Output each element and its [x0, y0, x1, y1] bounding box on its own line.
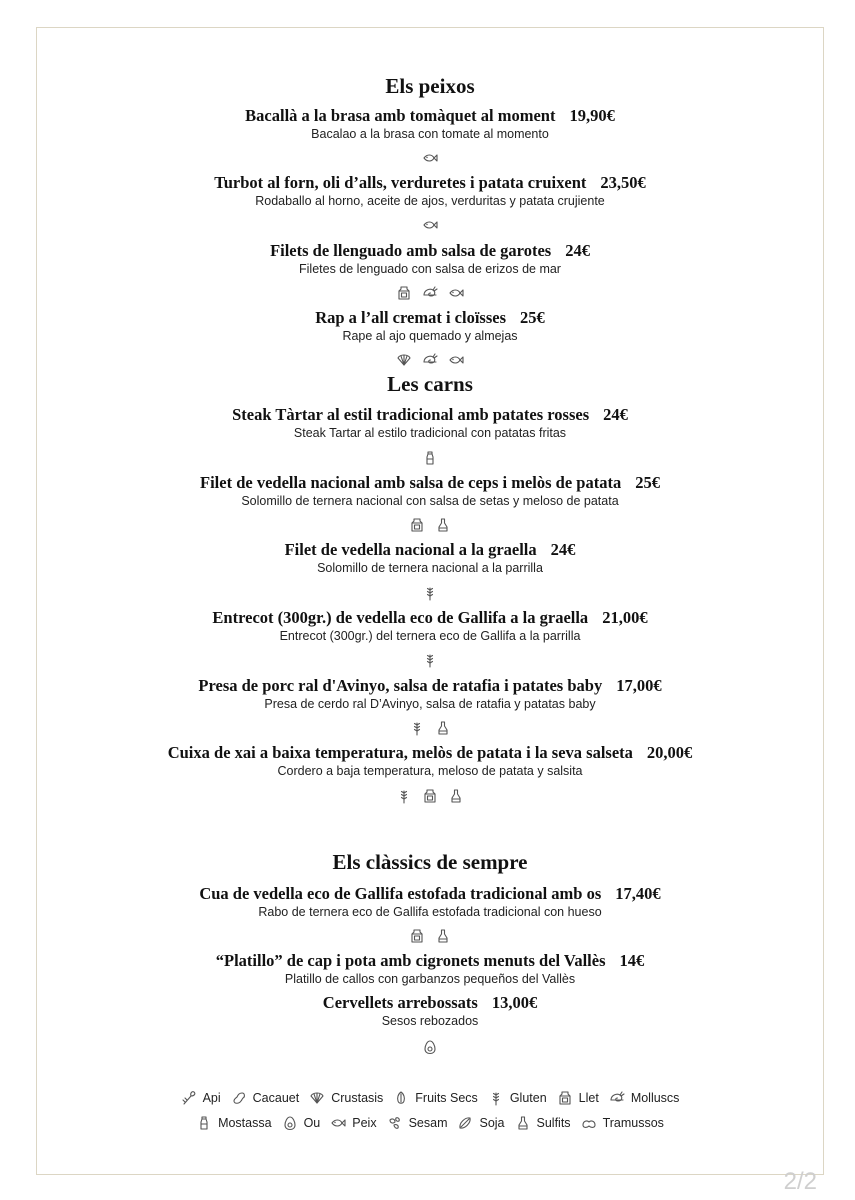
dish-price: 25€ — [635, 473, 660, 492]
dish-description: Solomillo de ternera nacional con salsa de setas y meloso de patata — [241, 494, 619, 508]
legend-label: Crustasis — [331, 1091, 384, 1105]
allergen-legend-row — [36, 1090, 824, 1106]
legend-label: Peix — [352, 1116, 377, 1130]
legend-item-sulphites — [515, 1115, 571, 1131]
gluten-icon — [396, 788, 412, 804]
dish-price: 21,00€ — [602, 608, 648, 627]
lupin-icon — [581, 1115, 597, 1131]
dish-item — [36, 676, 824, 713]
legend-item-fish — [330, 1115, 376, 1131]
mustard-icon — [422, 450, 438, 466]
dish-description: Rape al ajo quemado y almejas — [342, 329, 518, 343]
allergen-icons — [36, 450, 824, 466]
dish-price: 17,00€ — [616, 676, 662, 695]
allergen-icons — [36, 150, 824, 166]
dish-item — [36, 743, 824, 780]
dish-price: 25€ — [520, 308, 545, 327]
dish-description: Solomillo de ternera nacional a la parrilla — [317, 561, 543, 575]
legend-item-celery — [181, 1090, 221, 1106]
dish-item — [36, 173, 824, 210]
dish-description: Sesos rebozados — [381, 1014, 479, 1028]
dish-price: 17,40€ — [615, 884, 661, 903]
dish-name: Bacallà a la brasa amb tomàquet al moment — [245, 106, 556, 125]
dish-name: Steak Tàrtar al estil tradicional amb patates rosses — [232, 405, 590, 424]
crustacean-icon — [309, 1090, 325, 1106]
allergen-icons — [36, 217, 824, 233]
dish-item — [36, 308, 824, 345]
legend-label: Cacauet — [252, 1091, 300, 1105]
allergen-icons — [36, 1039, 824, 1055]
dish-item — [36, 473, 824, 510]
milk-icon — [557, 1090, 573, 1106]
dish-description: Cordero a baja temperatura, meloso de patata y salsita — [277, 764, 583, 778]
fish-icon — [330, 1115, 346, 1131]
legend-item-milk — [557, 1090, 599, 1106]
sulphites-icon — [435, 928, 451, 944]
dish-name: Rap a l’all cremat i cloïsses — [315, 308, 507, 327]
dish-price: 24€ — [565, 241, 590, 260]
legend-label: Mostassa — [218, 1116, 272, 1130]
dish-name: Cervellets arrebossats — [322, 993, 478, 1012]
fish-icon — [448, 285, 464, 301]
gluten-icon — [409, 720, 425, 736]
legend-label: Gluten — [509, 1091, 547, 1105]
dish-name: Filet de vedella nacional a la graella — [284, 540, 537, 559]
legend-label: Tramussos — [602, 1116, 664, 1130]
allergen-icons — [36, 517, 824, 533]
fish-icon — [448, 352, 464, 368]
section-title-classics: Els clàssics de sempre — [332, 850, 528, 874]
allergen-icons — [36, 285, 824, 301]
gluten-icon — [488, 1090, 504, 1106]
legend-label: Ou — [303, 1116, 321, 1130]
dish-description: Presa de cerdo ral D’Avinyo, salsa de ratafia y patatas baby — [264, 697, 596, 711]
fish-icon — [422, 217, 438, 233]
legend-label: Llet — [578, 1091, 599, 1105]
allergen-icons — [36, 352, 824, 368]
nuts-icon — [393, 1090, 409, 1106]
dish-name: Filet de vedella nacional amb salsa de ceps i melòs de patata — [200, 473, 622, 492]
legend-item-mustard — [196, 1115, 272, 1131]
allergen-icons — [36, 928, 824, 944]
sulphites-icon — [435, 517, 451, 533]
milk-icon — [422, 788, 438, 804]
soy-icon — [457, 1115, 473, 1131]
sulphites-icon — [515, 1115, 531, 1131]
dish-description: Platillo de callos con garbanzos pequeños del Vallès — [284, 972, 576, 986]
dish-item — [36, 951, 824, 988]
allergen-icons — [36, 788, 824, 804]
mollusc-icon — [422, 285, 438, 301]
egg-icon — [422, 1039, 438, 1055]
milk-icon — [409, 517, 425, 533]
dish-price: 19,90€ — [569, 106, 615, 125]
milk-icon — [409, 928, 425, 944]
dish-name: Entrecot (300gr.) de vedella eco de Gallifa a la graella — [212, 608, 589, 627]
dish-item — [36, 540, 824, 577]
dish-description: Steak Tartar al estilo tradicional con patatas fritas — [293, 426, 567, 440]
dish-item — [36, 608, 824, 645]
page-number: 2/2 — [783, 1168, 817, 1195]
dish-price: 20,00€ — [646, 743, 693, 762]
mollusc-icon — [609, 1090, 625, 1106]
dish-description: Entrecot (300gr.) del ternera eco de Gallifa a la parrilla — [279, 629, 581, 643]
gluten-icon — [422, 585, 438, 601]
peanut-icon — [231, 1090, 247, 1106]
dish-item — [36, 106, 824, 143]
sulphites-icon — [448, 788, 464, 804]
dish-price: 13,00€ — [491, 993, 538, 1012]
legend-label: Sesam — [408, 1116, 448, 1130]
dish-description: Rodaballo al horno, aceite de ajos, verduritas y patata crujiente — [255, 194, 605, 208]
dish-item — [36, 241, 824, 278]
legend-item-soy — [457, 1115, 504, 1131]
section-title-meat: Les carns — [387, 372, 473, 396]
dish-price: 23,50€ — [600, 173, 646, 192]
dish-price: 24€ — [550, 540, 576, 559]
legend-label: Sulfits — [536, 1116, 571, 1130]
dish-description: Rabo de ternera eco de Gallifa estofada tradicional con hueso — [258, 905, 602, 919]
dish-description: Bacalao a la brasa con tomate al momento — [311, 127, 549, 141]
dish-name: Cua de vedella eco de Gallifa estofada tradicional amb os — [199, 884, 602, 903]
fish-icon — [422, 150, 438, 166]
legend-item-nuts — [393, 1090, 478, 1106]
mollusc-icon — [422, 352, 438, 368]
legend-item-egg — [282, 1115, 321, 1131]
dish-price: 24€ — [603, 405, 628, 424]
legend-item-gluten — [488, 1090, 547, 1106]
dish-name: “Platillo” de cap i pota amb cigronets menuts del Vallès — [215, 951, 606, 970]
dish-name: Filets de llenguado amb salsa de garotes — [270, 241, 552, 260]
celery-icon — [181, 1090, 197, 1106]
sesame-icon — [387, 1115, 403, 1131]
legend-item-crustacean — [309, 1090, 383, 1106]
dish-name: Turbot al forn, oli d’alls, verduretes i patata cruixent — [214, 173, 587, 192]
allergen-icons — [36, 720, 824, 736]
legend-label: Fruits Secs — [415, 1091, 478, 1105]
legend-item-sesame — [387, 1115, 448, 1131]
dish-item — [36, 884, 824, 921]
legend-item-lupin — [581, 1115, 664, 1131]
sulphites-icon — [435, 720, 451, 736]
section-title-fish: Els peixos — [385, 74, 475, 98]
legend-label: Molluscs — [630, 1091, 680, 1105]
legend-item-mollusc — [609, 1090, 680, 1106]
allergen-icons — [36, 652, 824, 668]
milk-icon — [396, 285, 412, 301]
dish-item — [36, 405, 824, 442]
allergen-legend-row — [36, 1115, 824, 1131]
dish-name: Presa de porc ral d'Avinyo, salsa de ratafia i patates baby — [198, 676, 603, 695]
dish-item — [36, 993, 824, 1030]
crustacean-icon — [396, 352, 412, 368]
legend-label: Api — [202, 1091, 221, 1105]
dish-name: Cuixa de xai a baixa temperatura, melòs de patata i la seva salseta — [167, 743, 633, 762]
allergen-icons — [36, 585, 824, 601]
dish-price: 14€ — [619, 951, 645, 970]
legend-label: Soja — [479, 1116, 505, 1130]
legend-item-peanut — [231, 1090, 300, 1106]
gluten-icon — [422, 652, 438, 668]
dish-description: Filetes de lenguado con salsa de erizos de mar — [299, 262, 561, 276]
egg-icon — [282, 1115, 298, 1131]
mustard-icon — [196, 1115, 212, 1131]
